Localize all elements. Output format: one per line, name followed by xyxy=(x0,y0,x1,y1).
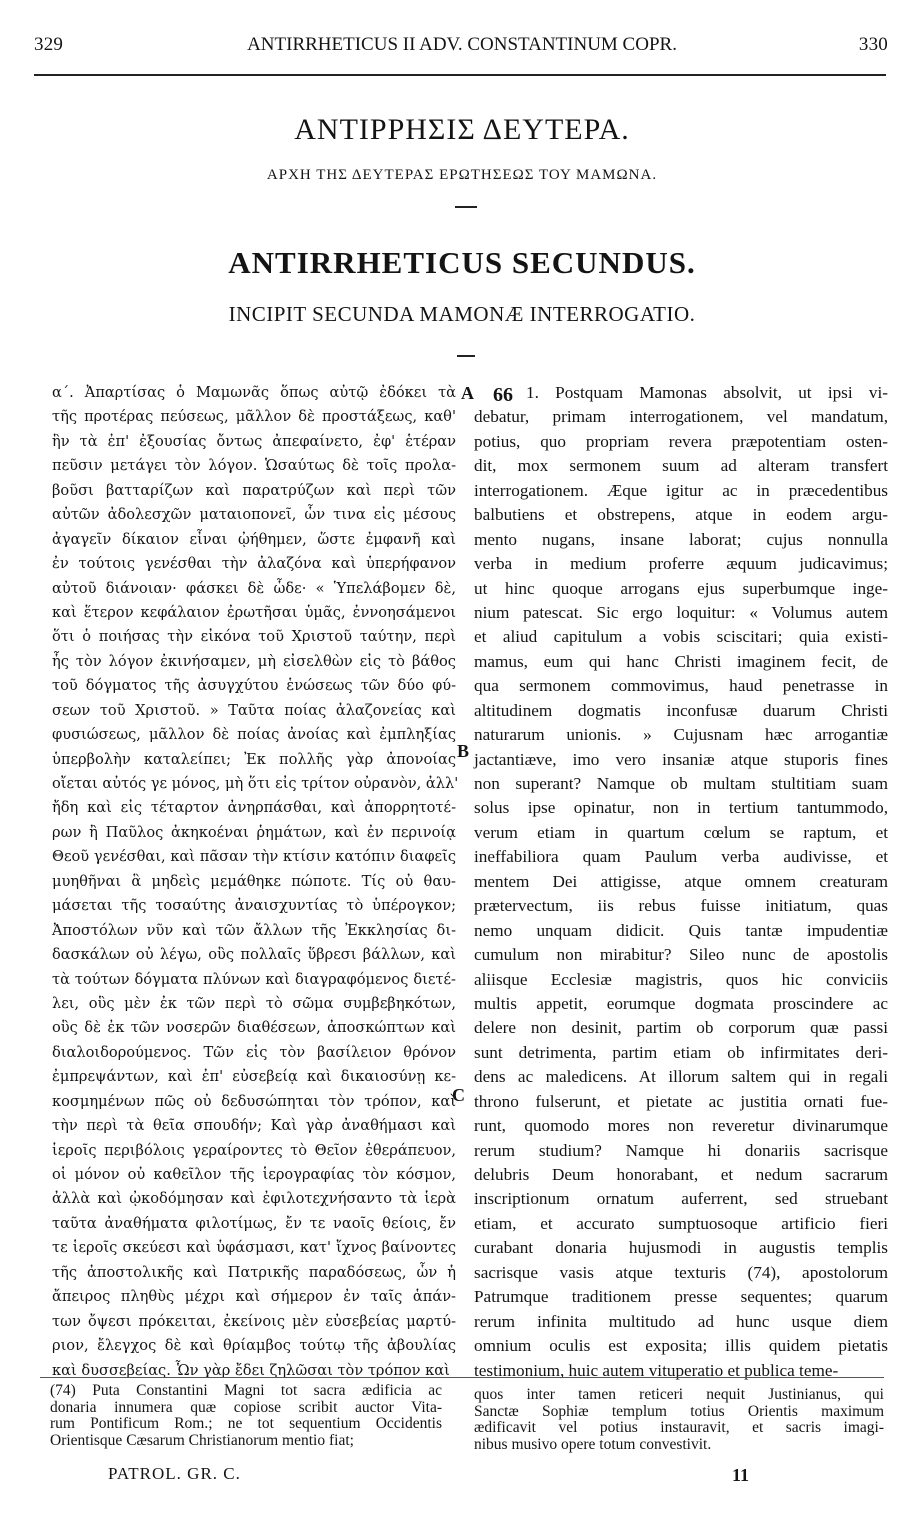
latin-text-line: qua sermonem commovimus, haud penetrasse in xyxy=(474,676,888,696)
title-divider xyxy=(455,206,477,208)
greek-text-line: ἤδη καὶ εἰς τέταρτον ἀνηρπάσθαι, καὶ ἀπορρητοτέ- xyxy=(52,799,456,817)
greek-text-line: λει, οὓς μὲν ἐκ τῶν περὶ τὸ σῶμα συμβεβηκότων, xyxy=(52,994,456,1012)
greek-text-line: καὶ δυσσεβείας. Ὧν γὰρ ἔδει ζηλῶσαι τὸν τρόπον καὶ xyxy=(52,1361,450,1379)
greek-text-line: μάσεται τῆς τοσαύτης ἀναισχυντίας τὸ ὑπέρογκον; xyxy=(52,897,456,915)
latin-text-line: debatur, primam interrogationem, vel mandatum, xyxy=(474,407,888,427)
latin-text-line: verba in medium proferre æquum judicavimus; xyxy=(474,554,888,574)
latin-text-line: mamus, eum qui hanc Christi imaginem fecit, de xyxy=(474,651,888,671)
latin-text-line: naturarum unionis. » Cujusnam hæc arrogantiæ xyxy=(474,725,888,745)
column-number: 66 xyxy=(493,384,513,406)
latin-title: ANTIRRHETICUS SECUNDUS. xyxy=(228,245,696,280)
latin-text-line: verum etiam in quartum cœlum se raptum, et xyxy=(474,822,888,842)
greek-text-line: ὅτι ὁ ποιήσας τὴν εἰκόνα τοῦ Χριστοῦ ταύτην, περὶ xyxy=(52,628,456,646)
greek-text-line: ὑπερβολὴν καταλείπει; Ἐκ πολλῆς γὰρ ἀπονοίας xyxy=(52,750,456,768)
greek-text-line: ἣν τὰ ἐπ' ἐξουσίας ὄντως ἀπεφαίνετο, ἐφ' ἑτέραν xyxy=(52,432,456,450)
greek-text-line: Θεοῦ γενέσθαι, καὶ πᾶσαν τὴν κτίσιν κατόπιν διαφεῖς xyxy=(52,848,456,866)
latin-text-line: cumulum non mirabitur? Sileo nunc de apostolis xyxy=(474,945,888,965)
greek-text-line: των ὄψεσι πρόκειται, ἐκείνοις μὲν εὐσεβείας μαρτύ- xyxy=(52,1312,456,1330)
latin-text-column xyxy=(474,381,888,1383)
latin-text-line: rerum studium? Namque hi donariis sacrisque xyxy=(474,1140,888,1160)
latin-text-line: sacrisque vasis atque texturis (74), apostolorum xyxy=(474,1262,888,1282)
latin-text-line: throno fulserunt, et pietate ac justitia ornati fue- xyxy=(474,1091,888,1111)
page-number-left: 329 xyxy=(34,34,64,55)
latin-text-line: balbutiens et obstrepens, atque in eodem argu- xyxy=(474,505,888,525)
latin-text-line: non superant? Namque ob multam stultitiam suam xyxy=(474,774,888,793)
margin-letter-a: A xyxy=(461,383,474,403)
greek-text-line: τε ἱεροῖς σκεύεσι καὶ ὑφάσμασι, κατ' ἴχνος βαίνοντες xyxy=(52,1239,456,1257)
footnote-line: nibus musivo opere totum convestivit. xyxy=(474,1435,712,1453)
greek-text-line: τῆς προτέρας πεύσεως, μᾶλλον δὲ προστάξεως, καθ' xyxy=(52,408,456,426)
greek-text-line: ἀλλὰ καὶ ᾠκοδόμησαν καὶ ἐφιλοτεχνήσαντο τὰ ἱερὰ xyxy=(52,1190,456,1208)
latin-text-line: dens ac maledicens. At illorum saltem qui in regali xyxy=(474,1067,888,1087)
footnote-line: quos inter tamen reticeri nequit Justinianus, qui xyxy=(474,1386,884,1403)
footnote-line: ædificavit vel potius instauravit, et sacris imagi- xyxy=(474,1419,884,1436)
latin-text-line: omnium oculis est exposita; illis quidem pietatis xyxy=(474,1336,888,1356)
greek-text-line: Ἀποστόλων νῦν καὶ τῶν ἄλλων τῆς Ἐκκλησίας δι- xyxy=(52,921,456,939)
header-rule xyxy=(34,74,886,76)
greek-text-line: οἴεται αὐτός γε μόνος, μὴ ὅτι εἰς τρίτον οὐρανὸν, ἀλλ' xyxy=(52,775,459,792)
latin-text-line: inscriptionum ornatum auferrent, sed struebant xyxy=(474,1189,888,1209)
latin-text-line: aliisque Ecclesiæ magistris, quos hic conviciis xyxy=(474,969,888,989)
latin-text-line: etiam, et accurato sumptuosoque artificio fieri xyxy=(474,1213,888,1233)
greek-text-line: διαλοιδορούμενος. Τῶν εἰς τὸν βασίλειον θρόνον xyxy=(52,1043,456,1061)
greek-text-line: ρων ἢ Παῦλος ἀκηκοέναι ῥημάτων, καὶ ἐν περινοίᾳ xyxy=(52,823,456,841)
latin-text-line: mentem Dei attigisse, atque omnem creaturam xyxy=(474,871,888,891)
latin-text-line: interrogationem. Æque igitur ac in præcedentibus xyxy=(474,480,888,500)
margin-letter-c: C xyxy=(452,1085,465,1105)
latin-text-line: et aliud capitulum a vobis sciscitari; quia existi- xyxy=(474,627,888,647)
latin-text-line: multis appetit, eorumque dogmata proscindere ac xyxy=(474,993,888,1013)
footnote-right xyxy=(474,1387,884,1453)
running-title: ANTIRRHETICUS II ADV. CONSTANTINUM COPR. xyxy=(247,34,677,55)
latin-text-line: prætervectum, iis rebus fuisse initiatum, quas xyxy=(474,896,888,916)
greek-text-line: τὴν περὶ τὰ θεῖα σπουδήν; Καὶ γὰρ ἀναθήμασι καὶ xyxy=(52,1117,456,1135)
greek-text-line: δασκάλων οὐ λέγω, οὓς πολλαῖς ὕβρεσι βάλλων, καὶ xyxy=(52,946,456,964)
greek-text-line: ἧς τὸν λόγον ἐκινήσαμεν, μὴ εἰσελθὼν εἰς τὸ βάθος xyxy=(52,652,456,670)
greek-text-line: ἄπειρος πληθὺς μέχρι καὶ σήμερον ἐν ταῖς ἁπάν- xyxy=(52,1288,456,1306)
footnote-line: rum Pontificum Rom.; ne tot sequentium Occidentis xyxy=(50,1415,442,1432)
greek-text-line: ἱεροῖς περιβόλοις γεραίροντες τὸ Θεῖον ἐθεράπευον, xyxy=(52,1141,456,1159)
footnote-line: Orientisque Cæsarum Christianorum mentio fiat; xyxy=(50,1431,354,1449)
margin-letter-b: B xyxy=(457,741,470,761)
greek-text-line: αὐτῶν ἀδολεσχῶν ματαιοπονεῖ, ὧν τινα εἰς μέσους xyxy=(52,506,456,524)
greek-text-line: αὐτοῦ διάνοιαν· φάσκει δὲ ὧδε· « Ὑπελάβομεν δὲ, xyxy=(52,579,456,597)
latin-text-line: nium patescat. Sic ergo loquitur: « Volumus autem xyxy=(474,602,888,622)
latin-text-line: testimonium, huic autem vituperatio et publica teme- xyxy=(474,1360,839,1380)
section-divider xyxy=(457,355,475,357)
greek-text-line: μυηθῆναι ἃ μηδεὶς μεμάθηκε πώποτε. Τίς οὐ θαυ- xyxy=(52,872,456,890)
signature-number: 11 xyxy=(732,1465,750,1485)
greek-text-line: ἀγαγεῖν δίκαιον εἶναι ᾠήθημεν, ὥστε ἐμφανῆ καὶ xyxy=(52,530,456,548)
signature-mark: PATROL. GR. C. xyxy=(108,1464,241,1483)
greek-text-line: ριον, ἔλεγχος δὲ καὶ θρίαμβος τούτῳ τῆς ἀβουλίας xyxy=(52,1337,456,1355)
greek-text-line: φυσιώσεως, μᾶλλον δὲ ποίας ἀνοίας καὶ ἐμπληξίας xyxy=(52,726,456,744)
latin-text-line: sunt detrimenta, partim etiam ob infirmitates deri- xyxy=(474,1042,888,1062)
latin-text-line: nemo unquam didicit. Quis tantæ impudentiæ xyxy=(474,920,888,940)
latin-text-line: solus ipse opinatur, non in tertium tantummodo, xyxy=(474,798,888,818)
greek-text-line: τῆς ἀποστολικῆς καὶ Πατρικῆς παραδόσεως, ὧν ἡ xyxy=(52,1263,456,1281)
latin-text-line: 1. Postquam Mamonas absolvit, ut ipsi vi- xyxy=(526,383,888,402)
greek-text-line: σεων τοῦ Χριστοῦ. » Ταῦτα ποίας ἀλαζονείας καὶ xyxy=(52,701,456,719)
latin-text-line: mento nugans, insane laborat; cujus nonnulla xyxy=(474,529,888,549)
greek-text-line: τὰ τούτων δόγματα πλύνων καὶ διαγραφόμενος διετέ- xyxy=(52,970,456,988)
latin-subtitle: INCIPIT SECUNDA MAMONÆ INTERROGATIO. xyxy=(228,302,696,326)
latin-text-line: runt, quomodo mores non reveretur divinarumque xyxy=(474,1116,888,1136)
latin-text-line: jactantiæve, imo vero insaniæ atque stuporis fines xyxy=(474,749,888,769)
latin-text-line: potius, quo propriam revera præpotentiam osten- xyxy=(474,431,888,451)
greek-text-line: τοῦ δόγματος τῆς ἀσυγχύτου ἑνώσεως τῶν δύο φύ- xyxy=(52,677,456,695)
footnote-line: Sanctæ Sophiæ templum totius Orientis maximum xyxy=(474,1402,884,1420)
greek-text-line: πεῦσιν μετάγει τὸν λόγον. Ὡσαύτως δὲ τοῖς προλα- xyxy=(52,457,456,475)
greek-text-line: α΄. Ἀπαρτίσας ὁ Μαμωνᾶς ὅπως αὐτῷ ἐδόκει τὰ xyxy=(52,384,456,401)
latin-text-line: delere non desinit, partim ob corporum quæ passi xyxy=(474,1018,888,1038)
greek-text-column xyxy=(52,381,459,1383)
greek-text-line: ταῦτα ἀναθήματα φιλοτίμως, ἔν τε ναοῖς θείοις, ἔν xyxy=(52,1214,456,1232)
latin-text-line: curabant donaria hujusmodi in augustis templis xyxy=(474,1238,888,1258)
latin-text-line: dit, mox sermonem suum ad alteram transfert xyxy=(474,456,888,476)
greek-text-line: καὶ ἕτερον κεφάλαιον ἐρωτῆσαι ὑμᾶς, ἐννοησάμενοι xyxy=(52,603,456,621)
greek-text-line: οἱ μόνον οὐ καθεῖλον τῆς ἱερογραφίας τὸν κόσμον, xyxy=(52,1166,456,1183)
greek-text-line: βοῦσι βατταρίζων καὶ παρατρύζων καὶ περὶ τῶν xyxy=(52,481,456,499)
greek-text-line: κοσμημένων πῶς οὐ δεδυσώπηται τὸν τρόπον, καὶ xyxy=(52,1092,456,1110)
latin-text-line: ineffabiliora quam Paulum verba audivisse, et xyxy=(474,847,888,867)
latin-text-line: Patrumque traditionem presse sequentes; quarum xyxy=(474,1287,888,1307)
latin-text-line: delubris Deum honorabant, et nedum sacrarum xyxy=(474,1165,888,1184)
greek-subtitle: ΑΡΧΗ ΤΗΣ ΔΕΥΤΕΡΑΣ ΕΡΩΤΗΣΕΩΣ ΤΟΥ ΜΑΜΩΝΑ. xyxy=(266,167,658,183)
greek-text-line: ἐμπρεψάντων, καὶ ἐπ' εὐσεβείᾳ καὶ δικαιοσύνῃ κε- xyxy=(52,1068,456,1086)
footnote-line: (74) Puta Constantini Magni tot sacra ædificia ac xyxy=(50,1382,442,1399)
footnote-left xyxy=(50,1383,442,1449)
greek-title: ΑΝΤΙΡΡΗΣΙΣ ΔΕΥΤΕΡΑ. xyxy=(294,113,630,146)
latin-text-line: rerum infinita multitudo ad hunc usque diem xyxy=(474,1311,888,1331)
footnote-rule xyxy=(40,1377,884,1378)
footnote-line: donaria innumera quæ copiose scribit auctor Vita- xyxy=(50,1398,442,1416)
page-number-right: 330 xyxy=(858,34,888,55)
greek-text-line: οὓς δὲ ἐκ τῶν νοσερῶν διαθέσεων, ἀποσκώπτων καὶ xyxy=(52,1019,456,1037)
latin-text-line: ut hinc quoque arrogans ejus superbumque inge- xyxy=(474,578,888,598)
greek-text-line: ἐν τούτοις γενέσθαι τὴν ἀλαζόνα καὶ ὑπερήφανον xyxy=(52,555,456,573)
latin-text-line: altitudinem dogmatis inconfusæ duarum Christi xyxy=(474,700,888,720)
